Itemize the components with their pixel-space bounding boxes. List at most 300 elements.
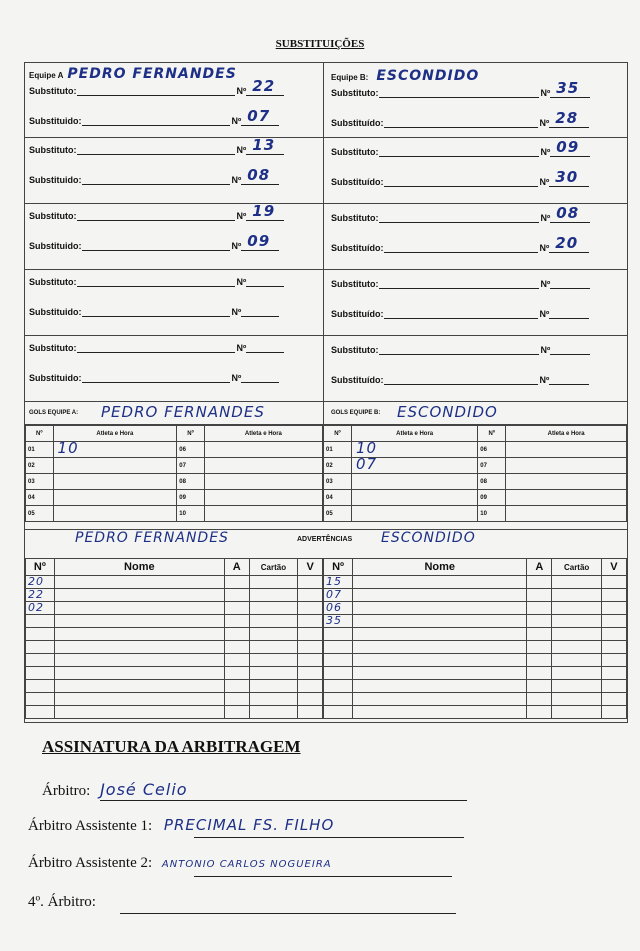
warning-cell <box>224 576 249 589</box>
warning-cell <box>601 706 626 719</box>
goals-row <box>26 506 323 522</box>
warning-cell <box>54 628 224 641</box>
goals-label-b: GOLS EQUIPE B: <box>331 410 381 416</box>
goal-number: 08 <box>177 474 205 490</box>
player-number: 35 <box>556 79 580 97</box>
warning-number-cell <box>26 667 55 680</box>
warning-cell <box>224 589 249 602</box>
signatures-heading: ASSINATURA DA ARBITRAGEM <box>42 737 301 756</box>
warning-cell <box>353 589 527 602</box>
substituted-row-a <box>29 306 279 317</box>
warning-cell <box>552 654 601 667</box>
warning-cell <box>54 693 224 706</box>
warning-cell <box>601 615 626 628</box>
goal-athlete: 07 <box>355 455 378 473</box>
substitute-row-a <box>29 77 284 96</box>
column-header: V <box>298 559 323 576</box>
warnings-row <box>26 680 323 693</box>
warning-cell <box>552 667 601 680</box>
warning-cell <box>527 602 552 615</box>
warning-cell <box>601 654 626 667</box>
warning-number: 02 <box>28 601 44 614</box>
number-label: Nº <box>539 375 550 385</box>
goal-number: 02 <box>324 458 352 474</box>
goal-number: 07 <box>478 458 506 474</box>
warnings-row <box>324 667 627 680</box>
warning-cell <box>601 641 626 654</box>
column-header: Cartão <box>552 559 601 576</box>
warning-number-cell <box>324 641 353 654</box>
warning-cell <box>54 615 224 628</box>
goals-row <box>324 490 627 506</box>
warning-cell <box>353 693 527 706</box>
warning-cell <box>54 706 224 719</box>
warnings-row <box>26 667 323 680</box>
warning-cell <box>527 641 552 654</box>
warning-cell <box>353 667 527 680</box>
warning-cell <box>249 641 298 654</box>
warning-cell <box>298 706 323 719</box>
goal-number: 05 <box>324 506 352 522</box>
goals-row <box>324 506 627 522</box>
goal-number: 02 <box>26 458 54 474</box>
team-a-label: Equipe A <box>29 71 64 80</box>
row-label: Substituto: <box>29 277 77 287</box>
substitute-row-a <box>29 202 284 221</box>
substitution-group <box>25 204 627 270</box>
substitution-group <box>25 336 627 402</box>
team-a-name: PEDRO FERNANDES <box>67 66 237 82</box>
goal-number: 08 <box>478 474 506 490</box>
goal-entry <box>351 455 477 474</box>
assistant2-row <box>28 855 332 872</box>
warning-cell <box>601 667 626 680</box>
warning-cell <box>601 602 626 615</box>
number-label: Nº <box>231 307 242 317</box>
column-header: Atleta e Hora <box>351 426 477 442</box>
warning-number: 22 <box>28 588 44 601</box>
substituted-row-b <box>331 168 589 187</box>
number-label: Nº <box>540 88 551 98</box>
assistant1-label: Árbitro Assistente 1: <box>28 818 153 834</box>
warning-cell <box>527 654 552 667</box>
warning-cell <box>527 706 552 719</box>
warning-cell <box>249 680 298 693</box>
warnings-table-b <box>323 558 627 719</box>
warning-cell <box>249 628 298 641</box>
row-label: Substituido: <box>29 175 82 185</box>
warning-cell <box>527 576 552 589</box>
team-b-name: ESCONDIDO <box>376 68 480 84</box>
substituted-row-a <box>29 166 279 185</box>
number-label: Nº <box>540 147 551 157</box>
goal-entry <box>53 439 177 458</box>
goal-entry <box>204 442 322 458</box>
goal-number: 01 <box>324 442 352 458</box>
substituted-row-a <box>29 372 279 383</box>
player-number: 19 <box>252 202 276 220</box>
warning-number-cell <box>324 628 353 641</box>
warning-number-cell <box>26 602 55 615</box>
goals-row <box>26 442 323 458</box>
warnings-row <box>324 576 627 589</box>
player-number: 30 <box>555 168 579 186</box>
warning-cell <box>552 693 601 706</box>
warnings-row <box>26 589 323 602</box>
warning-cell <box>552 680 601 693</box>
number-label: Nº <box>540 345 551 355</box>
player-number: 09 <box>247 232 271 250</box>
substitution-group <box>25 270 627 336</box>
goals-table-b <box>323 425 627 522</box>
fourth-referee-row <box>28 894 96 911</box>
row-label: Substituto: <box>331 147 379 157</box>
warning-cell <box>54 641 224 654</box>
number-label: Nº <box>539 177 550 187</box>
column-header: Atleta e Hora <box>53 426 177 442</box>
warnings-row <box>26 576 323 589</box>
goal-number: 10 <box>177 506 205 522</box>
warnings-row <box>26 641 323 654</box>
goal-entry <box>204 458 322 474</box>
goal-number: 03 <box>26 474 54 490</box>
number-label: Nº <box>236 343 247 353</box>
goal-number: 09 <box>478 490 506 506</box>
column-header: Cartão <box>249 559 298 576</box>
goal-number: 05 <box>26 506 54 522</box>
column-header: Nome <box>54 559 224 576</box>
number-label: Nº <box>540 213 551 223</box>
number-label: Nº <box>539 243 550 253</box>
warning-cell <box>298 589 323 602</box>
warning-cell <box>298 628 323 641</box>
row-label: Substituído: <box>331 243 384 253</box>
goal-entry <box>351 474 477 490</box>
warning-number-cell <box>324 693 353 706</box>
goal-number: 06 <box>478 442 506 458</box>
warnings-row <box>26 602 323 615</box>
warning-cell <box>249 615 298 628</box>
player-number: 20 <box>555 234 579 252</box>
warning-cell <box>249 602 298 615</box>
warning-cell <box>54 589 224 602</box>
warning-cell <box>54 654 224 667</box>
warnings-row <box>26 615 323 628</box>
column-header: V <box>601 559 626 576</box>
goal-entry <box>351 506 477 522</box>
row-label: Substituto: <box>331 279 379 289</box>
team-b-row <box>331 68 479 84</box>
goal-number: 04 <box>26 490 54 506</box>
substitute-row-b <box>331 79 590 98</box>
warning-number-cell <box>26 654 55 667</box>
warning-cell <box>552 602 601 615</box>
warning-cell <box>54 667 224 680</box>
number-label: Nº <box>231 175 242 185</box>
warning-cell <box>298 641 323 654</box>
goal-entry <box>351 490 477 506</box>
goal-number: 03 <box>324 474 352 490</box>
warning-cell <box>601 576 626 589</box>
warnings-row <box>324 628 627 641</box>
column-header: Atleta e Hora <box>204 426 322 442</box>
player-number: 28 <box>555 109 579 127</box>
warnings-row <box>26 693 323 706</box>
warning-cell <box>224 680 249 693</box>
referee-signature: José Celio <box>100 780 188 799</box>
warnings-row <box>26 706 323 719</box>
row-label: Substituido: <box>29 241 82 251</box>
row-label: Substituido: <box>29 373 82 383</box>
warning-number-cell <box>324 680 353 693</box>
goals-row <box>324 458 627 474</box>
row-label: Substituto: <box>331 213 379 223</box>
warnings-row <box>324 680 627 693</box>
goal-entry <box>506 442 627 458</box>
fourth-referee-label: 4º. Árbitro: <box>28 894 96 910</box>
warning-cell <box>353 628 527 641</box>
warning-number-cell <box>26 693 55 706</box>
assistant2-signature: ANTONIO CARLOS NOGUEIRA <box>161 859 332 870</box>
row-label: Substituído: <box>331 309 384 319</box>
player-number: 09 <box>556 138 580 156</box>
warning-cell <box>54 680 224 693</box>
warning-cell <box>601 628 626 641</box>
warning-number-cell <box>324 654 353 667</box>
column-header: Nº <box>26 559 55 576</box>
warning-number-cell <box>324 576 353 589</box>
column-header: Nome <box>353 559 527 576</box>
warning-cell <box>353 641 527 654</box>
column-header: A <box>527 559 552 576</box>
row-label: Substituto: <box>331 88 379 98</box>
column-header: Nº <box>324 559 353 576</box>
goal-entry <box>53 506 177 522</box>
warnings-header <box>25 530 627 558</box>
warning-number-cell <box>26 576 55 589</box>
column-header: Nº <box>26 426 54 442</box>
goals-header <box>25 402 627 425</box>
number-label: Nº <box>231 116 242 126</box>
goals-row <box>26 490 323 506</box>
warning-cell <box>527 667 552 680</box>
substitutions-sheet <box>24 62 628 723</box>
warning-cell <box>249 576 298 589</box>
warning-cell <box>224 628 249 641</box>
page-title: SUBSTITUIÇÕES <box>275 38 365 50</box>
goal-entry <box>53 490 177 506</box>
warning-cell <box>527 589 552 602</box>
substitution-group <box>25 138 627 204</box>
warnings-header-row <box>324 559 627 576</box>
goal-number: 01 <box>26 442 54 458</box>
number-label: Nº <box>231 241 242 251</box>
goal-entry <box>506 490 627 506</box>
warnings-tables <box>25 558 627 722</box>
warning-number-cell <box>324 667 353 680</box>
warning-cell <box>298 667 323 680</box>
warning-cell <box>601 589 626 602</box>
player-number: 08 <box>556 204 580 222</box>
row-label: Substituto: <box>29 86 77 96</box>
warnings-row <box>324 641 627 654</box>
row-label: Substituido: <box>29 116 82 126</box>
goals-table-a <box>25 425 323 522</box>
goal-number: 04 <box>324 490 352 506</box>
warning-cell <box>224 667 249 680</box>
goal-entry <box>506 506 627 522</box>
player-number: 22 <box>252 77 276 95</box>
number-label: Nº <box>236 211 247 221</box>
team-a-row <box>29 66 237 82</box>
warning-number-cell <box>26 680 55 693</box>
warnings-team-a: PEDRO FERNANDES <box>75 530 229 546</box>
number-label: Nº <box>540 279 551 289</box>
warning-cell <box>527 615 552 628</box>
goals-row <box>26 474 323 490</box>
warning-cell <box>298 602 323 615</box>
warning-cell <box>298 693 323 706</box>
column-header: Nº <box>324 426 352 442</box>
warning-number-cell <box>324 706 353 719</box>
substitute-row-a <box>29 276 284 287</box>
warning-cell <box>54 576 224 589</box>
warning-number: 15 <box>326 575 342 588</box>
goal-athlete: 10 <box>355 439 378 457</box>
number-label: Nº <box>539 309 550 319</box>
warning-number-cell <box>324 602 353 615</box>
warning-cell <box>353 576 527 589</box>
number-label: Nº <box>236 277 247 287</box>
warning-cell <box>224 693 249 706</box>
goals-label-a: GOLS EQUIPE A: <box>29 410 79 416</box>
warning-cell <box>601 680 626 693</box>
warning-cell <box>552 706 601 719</box>
warnings-label: ADVERTÊNCIAS <box>297 536 353 543</box>
goals-team-b: ESCONDIDO <box>397 403 498 421</box>
goal-athlete: 10 <box>57 439 79 457</box>
goals-team-a: PEDRO FERNANDES <box>101 403 265 421</box>
row-label: Substituto: <box>331 345 379 355</box>
assistant2-label: Árbitro Assistente 2: <box>28 855 153 871</box>
row-label: Substituído: <box>331 177 384 187</box>
warnings-row <box>324 615 627 628</box>
warning-cell <box>249 667 298 680</box>
warnings-table-a <box>25 558 323 719</box>
substitutions-section <box>25 63 627 402</box>
team-b-label: Equipe B: <box>331 73 369 82</box>
warnings-row <box>26 628 323 641</box>
warnings-row <box>324 693 627 706</box>
goals-tables <box>25 425 627 530</box>
goals-row <box>324 474 627 490</box>
row-label: Substituto: <box>29 343 77 353</box>
goal-number: 06 <box>177 442 205 458</box>
assistant1-row <box>28 816 334 835</box>
warning-number: 20 <box>28 575 44 588</box>
substituted-row-b <box>331 374 589 385</box>
warning-cell <box>527 628 552 641</box>
substitute-row-b <box>331 278 590 289</box>
warning-number-cell <box>26 641 55 654</box>
warning-cell <box>552 589 601 602</box>
row-label: Substituto: <box>29 145 77 155</box>
referee-row <box>42 780 188 800</box>
warnings-row <box>26 654 323 667</box>
column-header: Nº <box>177 426 205 442</box>
substituted-row-a <box>29 107 279 126</box>
row-label: Substituto: <box>29 211 77 221</box>
substitute-row-a <box>29 342 284 353</box>
player-number: 13 <box>252 136 276 154</box>
warning-cell <box>249 706 298 719</box>
warning-number: 06 <box>326 601 342 614</box>
warning-cell <box>601 693 626 706</box>
column-header: Nº <box>478 426 506 442</box>
goal-entry <box>204 506 322 522</box>
warning-number-cell <box>26 628 55 641</box>
warning-cell <box>298 654 323 667</box>
player-number: 08 <box>247 166 271 184</box>
warning-cell <box>249 693 298 706</box>
goal-entry <box>53 474 177 490</box>
warning-cell <box>249 589 298 602</box>
warning-cell <box>353 602 527 615</box>
warnings-row <box>324 654 627 667</box>
warning-cell <box>224 654 249 667</box>
warnings-header-row <box>26 559 323 576</box>
warning-cell <box>353 706 527 719</box>
number-label: Nº <box>539 118 550 128</box>
goal-number: 09 <box>177 490 205 506</box>
column-header: Atleta e Hora <box>506 426 627 442</box>
warning-cell <box>249 654 298 667</box>
substitution-group <box>25 63 627 138</box>
warning-cell <box>353 680 527 693</box>
warning-cell <box>224 641 249 654</box>
warning-number: 07 <box>326 588 342 601</box>
goal-number: 07 <box>177 458 205 474</box>
warning-cell <box>224 602 249 615</box>
goal-entry <box>204 474 322 490</box>
assistant1-signature: PRECIMAL FS. FILHO <box>163 816 335 834</box>
warning-cell <box>353 615 527 628</box>
warning-number-cell <box>26 615 55 628</box>
warning-cell <box>298 615 323 628</box>
warning-cell <box>552 576 601 589</box>
number-label: Nº <box>236 145 247 155</box>
warning-number-cell <box>324 589 353 602</box>
substitute-row-b <box>331 344 590 355</box>
row-label: Substituído: <box>331 375 384 385</box>
warning-cell <box>54 602 224 615</box>
goal-entry <box>53 458 177 474</box>
substituted-row-b <box>331 234 589 253</box>
warnings-row <box>324 589 627 602</box>
goal-entry <box>204 490 322 506</box>
warning-cell <box>298 576 323 589</box>
warning-cell <box>552 641 601 654</box>
warning-number-cell <box>26 589 55 602</box>
warning-cell <box>527 680 552 693</box>
substitute-row-b <box>331 138 590 157</box>
substituted-row-b <box>331 109 589 128</box>
warning-cell <box>552 615 601 628</box>
warning-number-cell <box>26 706 55 719</box>
substituted-row-b <box>331 308 589 319</box>
column-header: A <box>224 559 249 576</box>
warnings-team-b: ESCONDIDO <box>381 530 476 546</box>
